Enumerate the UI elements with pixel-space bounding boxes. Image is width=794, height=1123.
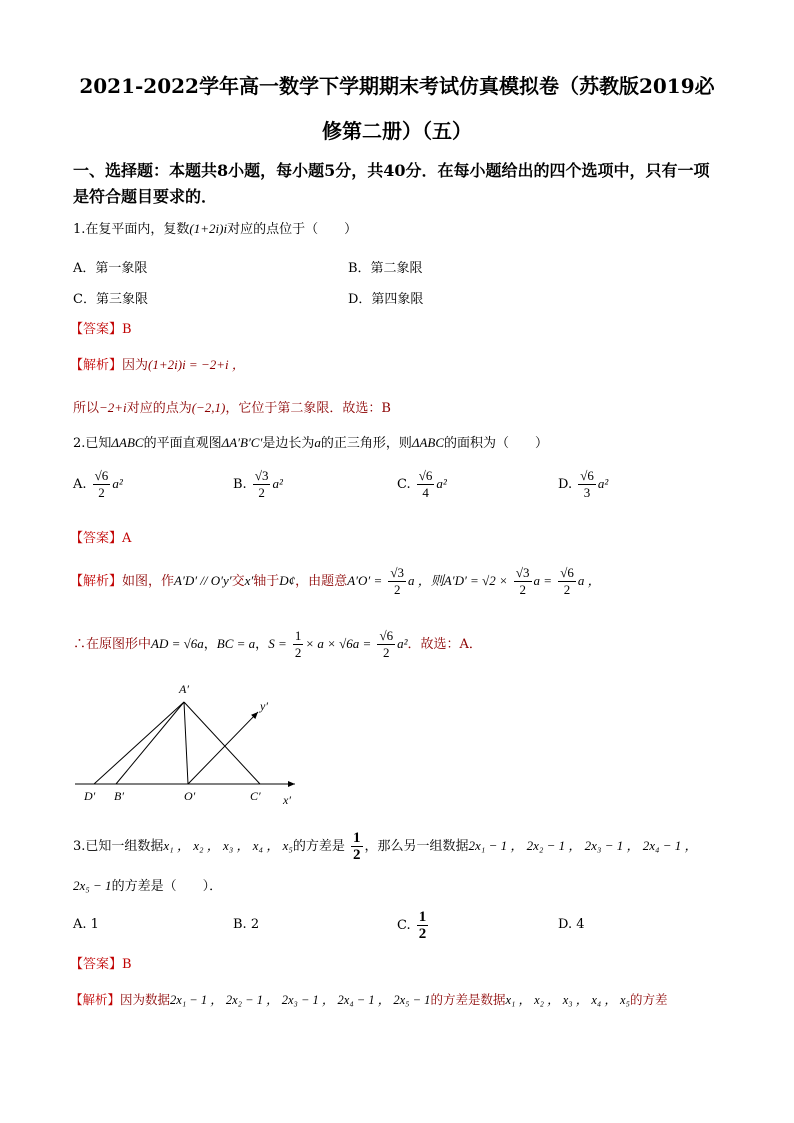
q3-option-c: [397, 909, 430, 942]
label-y: y′: [260, 699, 268, 713]
q3-stem-c: ，那么另一组数据: [364, 839, 469, 854]
q2-l2-e3: BC = a: [216, 636, 256, 651]
q2-answer: [70, 527, 131, 546]
page-title-line1: 2021-2022学年高一数学下学期期末考试仿真模拟卷（苏教版2019必: [79, 74, 715, 98]
denominator: 2: [258, 485, 265, 500]
q1-option-d: D．第四象限: [348, 292, 424, 307]
q2-an-e7: a =: [533, 573, 553, 588]
denominator: 3: [583, 485, 591, 500]
q2-stem-b: 的平面直观图: [143, 436, 222, 451]
fraction: [377, 628, 395, 661]
q2-l2-e2: ，: [203, 637, 217, 652]
q2-an-e6: A′D′ = √2 ×: [443, 573, 508, 588]
q2-an-e8: a ，: [577, 573, 601, 588]
numerator: √6: [94, 468, 109, 483]
numerator: √3: [515, 565, 530, 580]
answer-value: A: [122, 531, 132, 546]
numerator: √3: [390, 565, 405, 580]
fraction: [253, 468, 271, 501]
q2-an-e4: A′O′ =: [347, 573, 383, 588]
fraction: [293, 628, 304, 661]
fraction: [558, 565, 576, 598]
q3-stem-line2-expr: 2x₅ − 1: [73, 878, 112, 893]
denominator: 2: [353, 847, 361, 863]
numerator: 1: [353, 830, 361, 846]
answer-label: 【答案】: [70, 531, 123, 546]
q2-analysis: [70, 565, 601, 598]
q1-analysis-expr: (1+2i)i = −2+i ，: [148, 357, 245, 372]
q2-an-d: ，由题意: [295, 574, 348, 589]
fraction: [417, 909, 429, 942]
q3-an-vars: x₁ ， x₂ ， x₃ ， x₄ ， x₅: [505, 993, 630, 1007]
q2-an-e1: A′D′ // O′y′: [174, 573, 232, 588]
q3-an-b: 的方差是数据: [430, 992, 506, 1007]
q2-an-e5: a ，则: [408, 573, 444, 588]
q2-stem-var: a: [314, 435, 321, 450]
q3-analysis: [70, 990, 667, 1008]
q3-stem-a: 3.已知一组数据: [73, 839, 164, 854]
label-c: C′: [250, 789, 261, 803]
q3-option-d: D. 4: [558, 917, 585, 932]
q2-l2-a: ∴在原图形中: [73, 637, 152, 652]
option-label: D.: [558, 477, 573, 492]
q3-stem-b: 的方差是: [292, 839, 345, 854]
q2-l2-e5: S =: [268, 636, 287, 651]
q2-option-c: [397, 468, 447, 501]
q1-option-a: A．第一象限: [73, 261, 148, 276]
fraction: [388, 565, 406, 598]
q2-stem-t3: ΔABC: [411, 435, 445, 450]
numerator: √3: [254, 468, 269, 483]
q1-l2-text-c: ，它位于第二象限．故选：B: [225, 401, 391, 416]
denominator: 2: [98, 485, 105, 500]
denominator: 2: [519, 582, 526, 597]
q1-stem: [73, 218, 357, 237]
q3-option-a: A. 1: [73, 917, 99, 932]
q1-stem-expr: (1+2i)i: [189, 221, 228, 236]
q1-option-c: C．第三象限: [73, 292, 148, 307]
answer-value: B: [122, 322, 132, 337]
numerator: √6: [580, 468, 594, 483]
q3-stem-line2: [73, 875, 222, 894]
q2-an-c: 轴于: [253, 574, 280, 589]
q1-analysis-text: 因为: [122, 358, 149, 373]
geometry-figure: [70, 678, 310, 810]
q2-option-b: [233, 468, 283, 501]
numerator: 1: [418, 909, 427, 925]
denominator: 2: [383, 645, 390, 660]
fraction: [514, 565, 532, 598]
q2-an-b: 交: [231, 574, 245, 589]
q2-stem-t1: ΔABC: [111, 435, 144, 450]
label-d: D′: [84, 789, 96, 803]
q1-l2-text-a: 所以: [73, 401, 100, 416]
q3-answer: [70, 953, 132, 972]
q3-an-c: 的方差: [629, 992, 668, 1007]
numerator: √6: [418, 468, 433, 483]
segment-a-b: [116, 702, 184, 784]
q3-an-expr: 2x₁ − 1 ， 2x₂ − 1 ， 2x₃ − 1 ， 2x₄ − 1 ， 2x₅ − 1: [170, 993, 431, 1007]
a-squared: a²: [272, 476, 283, 491]
q2-stem-d: 的正三角形，则: [320, 436, 412, 451]
analysis-label: 【解析】: [70, 358, 123, 373]
page-title-line2: 修第二册）（五）: [322, 119, 472, 143]
label-a: A′: [179, 682, 189, 696]
analysis-label: 【解析】: [70, 574, 123, 589]
q3-an-a: 因为数据: [120, 992, 171, 1007]
numerator: √6: [379, 628, 394, 643]
denominator: 2: [418, 926, 427, 942]
fraction: [351, 830, 363, 863]
numerator: √6: [560, 565, 574, 580]
fraction: [417, 468, 435, 501]
option-label: A.: [73, 477, 87, 492]
q3-stem-line2-text: 的方差是（ ）．: [111, 879, 223, 894]
q2-l2-e7: a²: [397, 636, 408, 651]
a-squared: a²: [436, 476, 447, 491]
segment-a-c: [184, 702, 260, 784]
label-x: x′: [283, 793, 291, 807]
q2-option-a: [73, 468, 123, 501]
q2-stem: [73, 432, 548, 451]
q1-l2-text-b: 对应的点为: [126, 401, 192, 416]
q2-l2-e4: ，: [255, 637, 269, 652]
q2-stem-a: 2.已知: [73, 436, 112, 451]
q1-answer: [70, 318, 132, 337]
q2-l2-b: ．故选：A．: [407, 637, 482, 652]
q1-stem-text: 1.在复平面内，复数: [73, 222, 190, 237]
a-squared: a²: [597, 476, 609, 491]
q2-l2-e6: × a × √6a =: [305, 636, 372, 651]
option-label: B.: [233, 477, 247, 492]
q2-l2-e1: AD = √6a: [151, 636, 204, 651]
denominator: 2: [563, 582, 571, 597]
analysis-label: 【解析】: [70, 992, 121, 1007]
segment-a-o: [184, 702, 188, 784]
y-axis: [188, 712, 258, 784]
q1-l2-expr2: (−2,1): [191, 400, 226, 415]
answer-value: B: [122, 957, 132, 972]
a-squared: a²: [112, 476, 123, 491]
answer-label: 【答案】: [70, 957, 123, 972]
fraction: [93, 468, 111, 501]
q2-stem-e: 的面积为（ ）: [444, 436, 549, 451]
q1-stem-tail: 对应的点位于（ ）: [227, 222, 358, 237]
q1-analysis: [70, 354, 245, 373]
q2-an-e2: x′: [244, 573, 254, 588]
denominator: 2: [294, 645, 302, 660]
q2-an-e3: D¢: [279, 573, 296, 588]
q1-option-b: B．第二象限: [348, 261, 423, 276]
q2-stem-t2: ΔA′B′C′: [221, 435, 263, 450]
q2-an-a: 如图，作: [122, 574, 175, 589]
q2-option-d: [558, 468, 608, 501]
denominator: 2: [393, 582, 401, 597]
q1-analysis-line2: [73, 397, 391, 416]
segment-a-d: [94, 702, 184, 784]
q2-analysis-line2: [73, 628, 482, 661]
q3-stem-vars: x₁ ， x₂ ， x₃ ， x₄ ， x₅: [163, 838, 293, 853]
answer-label: 【答案】: [70, 322, 123, 337]
q3-stem-d: 2x₁ − 1 ， 2x₂ − 1 ， 2x₃ − 1 ， 2x₄ − 1 ，: [468, 838, 698, 853]
label-b: B′: [114, 789, 124, 803]
q2-stem-c: 是边长为: [262, 436, 315, 451]
option-label: C.: [397, 477, 411, 492]
fraction: [578, 468, 596, 501]
q1-l2-expr1: −2+i: [99, 400, 127, 415]
q3-stem: [73, 830, 698, 863]
q3-option-b: B. 2: [233, 917, 260, 932]
denominator: 4: [422, 485, 429, 500]
numerator: 1: [294, 628, 302, 643]
label-o: O′: [184, 789, 196, 803]
section-heading: 一、选择题：本题共8小题，每小题5分，共40分．在每小题给出的四个选项中，只有一项是符合题目要求的．: [73, 161, 710, 206]
option-label: C.: [397, 918, 411, 933]
